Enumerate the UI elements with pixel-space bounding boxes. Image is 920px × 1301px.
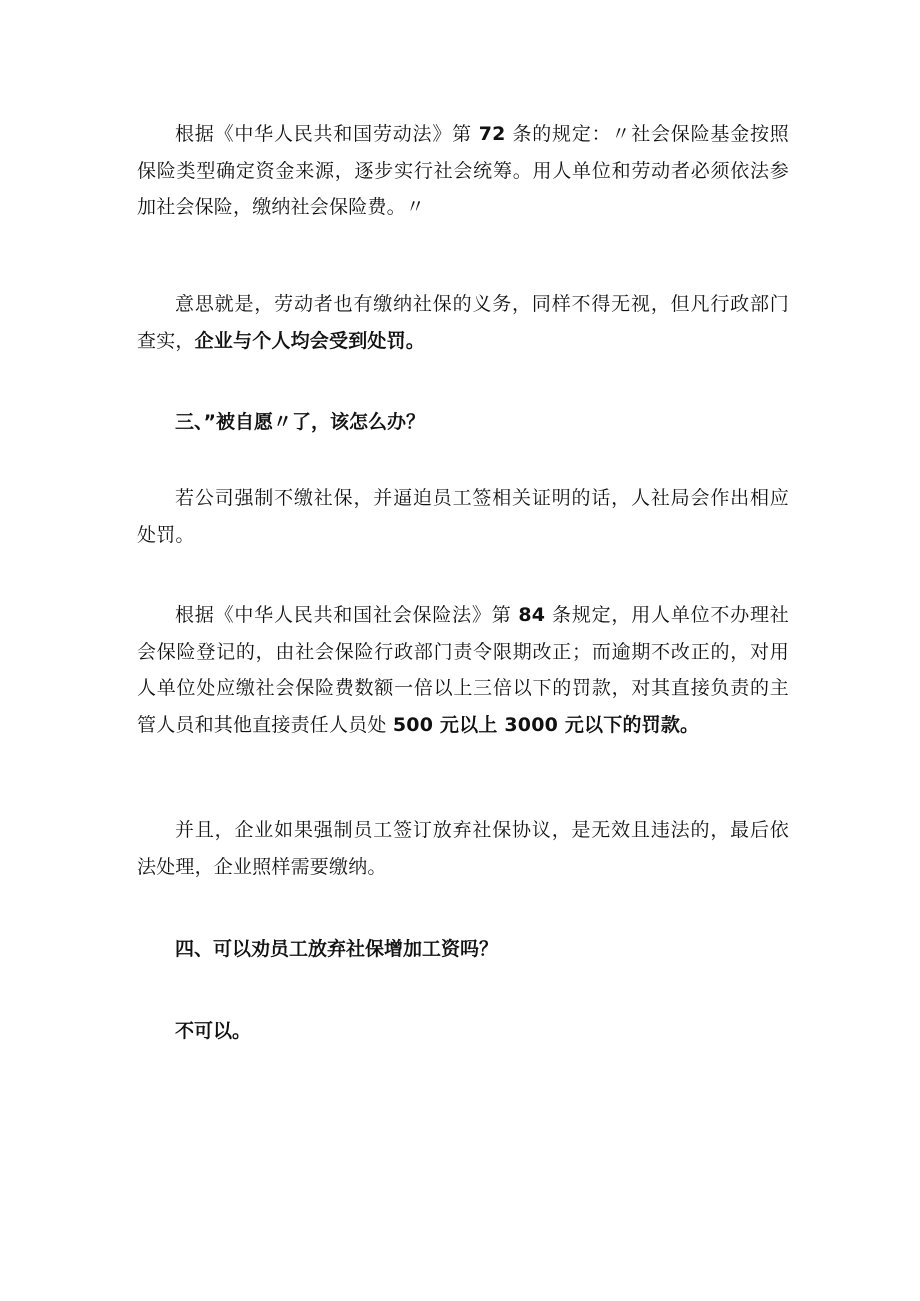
paragraph-meaning xyxy=(137,286,789,359)
paragraph-labor-law xyxy=(137,116,789,226)
bold-text: 企业与个人均会受到处罚。 xyxy=(194,329,426,352)
article-number: 84 xyxy=(518,604,546,626)
answer-text: 不可以。 xyxy=(175,1020,252,1042)
paragraph-forced xyxy=(137,480,789,553)
article-number: 72 xyxy=(478,123,506,145)
text-segment: 条规定，用人单位不办理社会保险登记的，由社会保险行政部门责令限期改正；而逾期不改正的，对用人单位处应缴社会保险费数额一倍以上三倍以下的罚款，对其直接负责的主管人员和其他直接责任人员处 xyxy=(137,604,789,736)
text-segment: 意思就是，劳动者也有缴纳社保的义务，同样不得无视，但凡行政部门查实， xyxy=(137,293,789,352)
text-segment: 条的规定：〃社会保险基金按照保险类型确定资金来源，逐步实行社会统筹。用人单位和劳动者必须依法参加社会保险，缴纳社会保险费。〃 xyxy=(137,123,789,218)
bold-text: 500 元以上 3000 元以下的罚款。 xyxy=(392,713,700,736)
text-segment: 根据《中华人民共和国社会保险法》第 xyxy=(175,604,512,626)
section-heading-3: 三、”被自愿〃了，该怎么办？ xyxy=(175,411,425,433)
section-heading-4: 四、可以劝员工放弃社保增加工资吗？ xyxy=(175,938,499,960)
text-segment: 根据《中华人民共和国劳动法》第 xyxy=(175,123,472,145)
text-segment: 并且，企业如果强制员工签订放弃社保协议，是无效且违法的，最后依法处理，企业照样需要缴纳。 xyxy=(137,819,789,878)
paragraph-social-insurance-law xyxy=(137,597,789,743)
text-segment: 若公司强制不缴社保，并逼迫员工签相关证明的话，人社局会作出相应处罚。 xyxy=(137,487,789,546)
paragraph-agreement xyxy=(137,812,789,885)
